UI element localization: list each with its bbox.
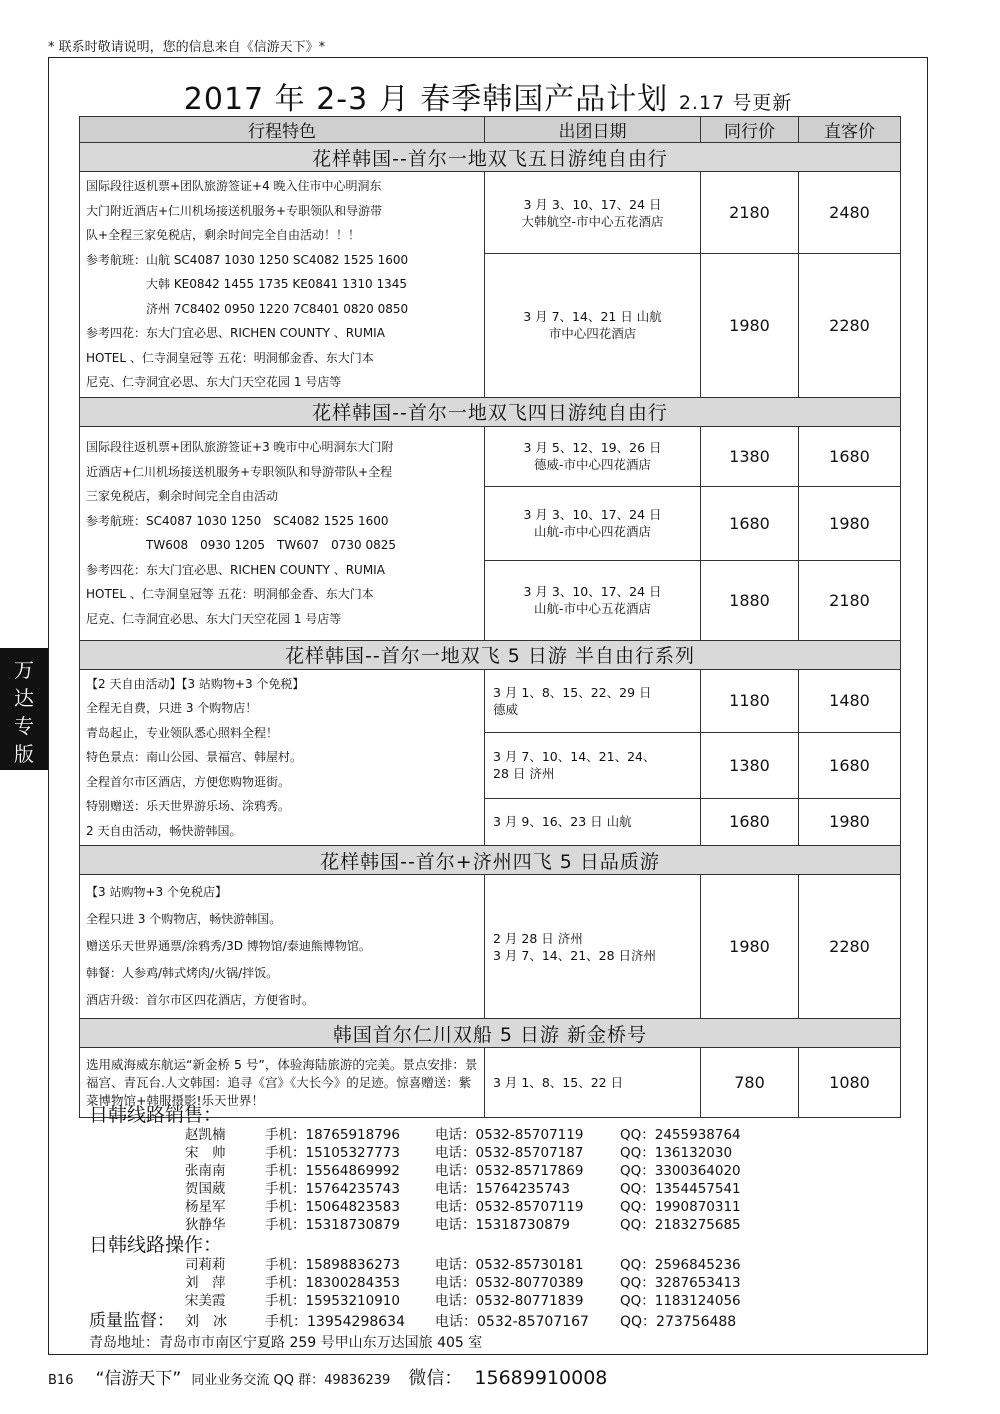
- feature-line: 济州 7C8402 0950 1220 7C8401 0820 0850: [86, 301, 409, 316]
- peer-price: 1880: [701, 560, 799, 640]
- feature-line: 全程首尔市区酒店，方便您购物逛街。: [86, 774, 291, 789]
- side-tab-char: 专: [14, 714, 34, 738]
- peer-price: 1980: [701, 875, 799, 1019]
- header-row: [80, 117, 901, 143]
- itinerary-features: [80, 172, 485, 398]
- departure-dates: 3 月 5、12、19、26 日 德威-市中心四花酒店: [485, 426, 701, 486]
- contact-row: 杨星军 手机：15064823583 电话：0532-85707119 QQ：1990870311: [185, 1199, 741, 1215]
- wechat-number: 15689910008: [474, 1367, 608, 1389]
- page-title: [49, 74, 927, 118]
- qq-group: 同业业务交流 QQ 群：49836239: [191, 1373, 391, 1388]
- page-frame: [48, 57, 928, 1355]
- departure-dates: 3 月 9、16、23 日 山航: [485, 798, 701, 845]
- direct-price: 1980: [799, 486, 901, 560]
- itinerary-features: [80, 669, 485, 846]
- feature-line: 全程无自费，只进 3 个购物店！: [86, 701, 258, 715]
- peer-price: 1380: [701, 733, 799, 799]
- peer-price: 2180: [701, 172, 799, 254]
- direct-price: 2280: [799, 254, 901, 398]
- product-table: [79, 116, 901, 1118]
- feature-line: 酒店升级：首尔市区四花酒店，方便省时。: [86, 993, 315, 1007]
- feature-line: TW608 0930 1205 TW607 0730 0825: [86, 538, 396, 552]
- section-title: 花样韩国--首尔+济州四飞 5 日品质游: [80, 846, 901, 875]
- section-title: 花样韩国--首尔一地双飞 5 日游 半自由行系列: [80, 640, 901, 669]
- feature-line: 赠送乐天世界通票/涂鸦秀/3D 博物馆/泰迪熊博物馆。: [86, 939, 371, 953]
- direct-price: 1080: [799, 1048, 901, 1118]
- ops-heading: 日韩线路操作：: [89, 1234, 223, 1256]
- title-main: 2017 年 2-3 月 春季韩国产品计划: [183, 82, 669, 117]
- table-row: [80, 669, 901, 733]
- feature-line: 大门附近酒店+仁川机场接送机服务+专职领队和导游带: [86, 203, 383, 218]
- departure-dates: 3 月 3、10、17、24 日 山航-市中心五花酒店: [485, 560, 701, 640]
- col-header: 行程特色: [80, 117, 485, 143]
- departure-dates: 3 月 3、10、17、24 日 山航-市中心四花酒店: [485, 486, 701, 560]
- office-address: 青岛地址：青岛市市南区宁夏路 259 号甲山东万达国旅 405 室: [89, 1335, 483, 1351]
- feature-line: 特色景点：南山公园、景福宫、韩屋村。: [86, 750, 303, 764]
- direct-price: 1680: [799, 733, 901, 799]
- feature-line: 青岛起止，专业领队悉心照料全程！: [86, 725, 279, 740]
- direct-price: 1980: [799, 798, 901, 845]
- departure-dates: 3 月 7、10、14、21、24、 28 日 济州: [485, 733, 701, 799]
- table-row: [80, 172, 901, 254]
- feature-line: 国际段往返机票+团队旅游签证+3 晚市中心明洞东大门附: [86, 440, 394, 454]
- feature-line: 参考航班：山航 SC4087 1030 1250 SC4082 1525 1600: [86, 252, 409, 267]
- departure-dates: 3 月 7、14、21 日 山航 市中心四花酒店: [485, 254, 701, 398]
- side-tab-char: 万: [14, 658, 34, 682]
- contacts-block: [89, 1104, 919, 1353]
- feature-line: 近酒店+仁川机场接送机服务+专职领队和导游带队+全程: [86, 464, 393, 479]
- peer-price: 1680: [701, 798, 799, 845]
- feature-line: 参考四花：东大门宜必思、RICHEN COUNTY 、RUMIA: [86, 562, 385, 577]
- direct-price: 2280: [799, 875, 901, 1019]
- table-row: [80, 426, 901, 486]
- quality-supervision: 质量监督： 刘 冰 手机：13954298634 电话：0532-85707167 QQ：273756488: [89, 1311, 737, 1331]
- departure-dates: 3 月 3、10、17、24 日 大韩航空-市中心五花酒店: [485, 172, 701, 254]
- peer-price: 1980: [701, 254, 799, 398]
- feature-line: 大韩 KE0842 1455 1735 KE0841 1310 1345: [86, 277, 408, 291]
- feature-line: 2 天自由活动，畅快游韩国。: [86, 823, 242, 838]
- side-tab: [0, 648, 48, 770]
- brand-name: “信游天下”: [95, 1369, 182, 1389]
- title-update: 2.17 号更新: [678, 92, 793, 114]
- wechat-label: 微信：: [408, 1368, 463, 1389]
- feature-line: HOTEL 、仁寺洞皇冠等 五花：明洞郁金香、东大门本: [86, 587, 374, 601]
- feature-line: 参考四花：东大门宜必思、RICHEN COUNTY 、RUMIA: [86, 326, 385, 340]
- departure-dates: 3 月 1、8、15、22、29 日 德威: [485, 669, 701, 733]
- feature-line: 【2 天自由活动】【3 站购物+3 个免税】: [86, 676, 305, 691]
- departure-dates: 2 月 28 日 济州 3 月 7、14、21、28 日济州: [485, 875, 701, 1019]
- contact-row: 宋 帅 手机：15105327773 电话：0532-85707187 QQ：136132030: [185, 1145, 733, 1161]
- contact-row: 张南南 手机：15564869992 电话：0532-85717869 QQ：3300364020: [185, 1163, 741, 1179]
- feature-line: 全程只进 3 个购物店，畅快游韩国。: [86, 912, 282, 926]
- col-header: 同行价: [701, 117, 799, 143]
- section-title: 花样韩国--首尔一地双飞四日游纯自由行: [80, 397, 901, 426]
- direct-price: 2480: [799, 172, 901, 254]
- section-title: 花样韩国--首尔一地双飞五日游纯自由行: [80, 143, 901, 172]
- peer-price: 1380: [701, 426, 799, 486]
- side-tab-char: 版: [14, 742, 34, 766]
- direct-price: 1680: [799, 426, 901, 486]
- section-title: 韩国首尔仁川双船 5 日游 新金桥号: [80, 1019, 901, 1048]
- contact-row: 司莉莉 手机：15898836273 电话：0532-85730181 QQ：2596845236: [185, 1257, 741, 1273]
- feature-line: 特别赠送：乐天世界游乐场、涂鸦秀。: [86, 799, 291, 813]
- feature-line: 韩餐：人参鸡/韩式烤肉/火锅/拌饭。: [86, 966, 279, 980]
- feature-text: 选用威海威东航运“新金桥 5 号”，体验海陆旅游的完美。景点安排：景福宫、青瓦台.人文韩国：追寻《宫》《大长今》的足迹。惊喜赠送：紫菜博物馆+韩服摄影!乐天世界！: [86, 1056, 478, 1108]
- col-header: 直客价: [799, 117, 901, 143]
- itinerary-features: [80, 426, 485, 640]
- feature-line: HOTEL 、仁寺洞皇冠等 五花：明洞郁金香、东大门本: [86, 350, 374, 365]
- peer-price: 1680: [701, 486, 799, 560]
- footer: [48, 1364, 607, 1390]
- feature-line: 尼克、仁寺洞宜必思、东大门天空花园 1 号店等: [86, 611, 342, 626]
- direct-price: 1480: [799, 669, 901, 733]
- feature-line: 队+全程三家免税店，剩余时间完全自由活动！！！: [86, 228, 361, 242]
- feature-line: 尼克、仁寺洞宜必思、东大门天空花园 1 号店等: [86, 375, 342, 389]
- source-notice: * 联系时敬请说明，您的信息来自《信游天下》*: [48, 40, 326, 55]
- departure-dates: 3 月 1、8、15、22 日: [485, 1048, 701, 1118]
- sales-heading: 日韩线路销售：: [89, 1104, 223, 1126]
- feature-line: 国际段往返机票+团队旅游签证+4 晚入住市中心明洞东: [86, 179, 382, 193]
- peer-price: 1180: [701, 669, 799, 733]
- contact-row: 赵凯楠 手机：18765918796 电话：0532-85707119 QQ：2455938764: [185, 1127, 741, 1143]
- contact-row: 狄静华 手机：15318730879 电话：15318730879 QQ：2183275685: [185, 1217, 741, 1233]
- peer-price: 780: [701, 1048, 799, 1118]
- contact-row: 宋美霞 手机：15953210910 电话：0532-80771839 QQ：1183124056: [185, 1293, 741, 1309]
- feature-line: 【3 站购物+3 个免税店】: [86, 885, 227, 899]
- page-number: B16: [48, 1373, 74, 1388]
- feature-line: 参考航班：SC4087 1030 1250 SC4082 1525 1600: [86, 513, 389, 528]
- col-header: 出团日期: [485, 117, 701, 143]
- table-row: [80, 875, 901, 1019]
- direct-price: 2180: [799, 560, 901, 640]
- contact-row: 刘 萍 手机：18300284353 电话：0532-80770389 QQ：3287653413: [185, 1275, 741, 1291]
- contact-row: 贺国葳 手机：15764235743 电话：15764235743 QQ：1354457541: [185, 1181, 741, 1197]
- side-tab-char: 达: [14, 686, 34, 710]
- feature-line: 三家免税店，剩余时间完全自由活动: [86, 489, 279, 503]
- itinerary-features: [80, 875, 485, 1019]
